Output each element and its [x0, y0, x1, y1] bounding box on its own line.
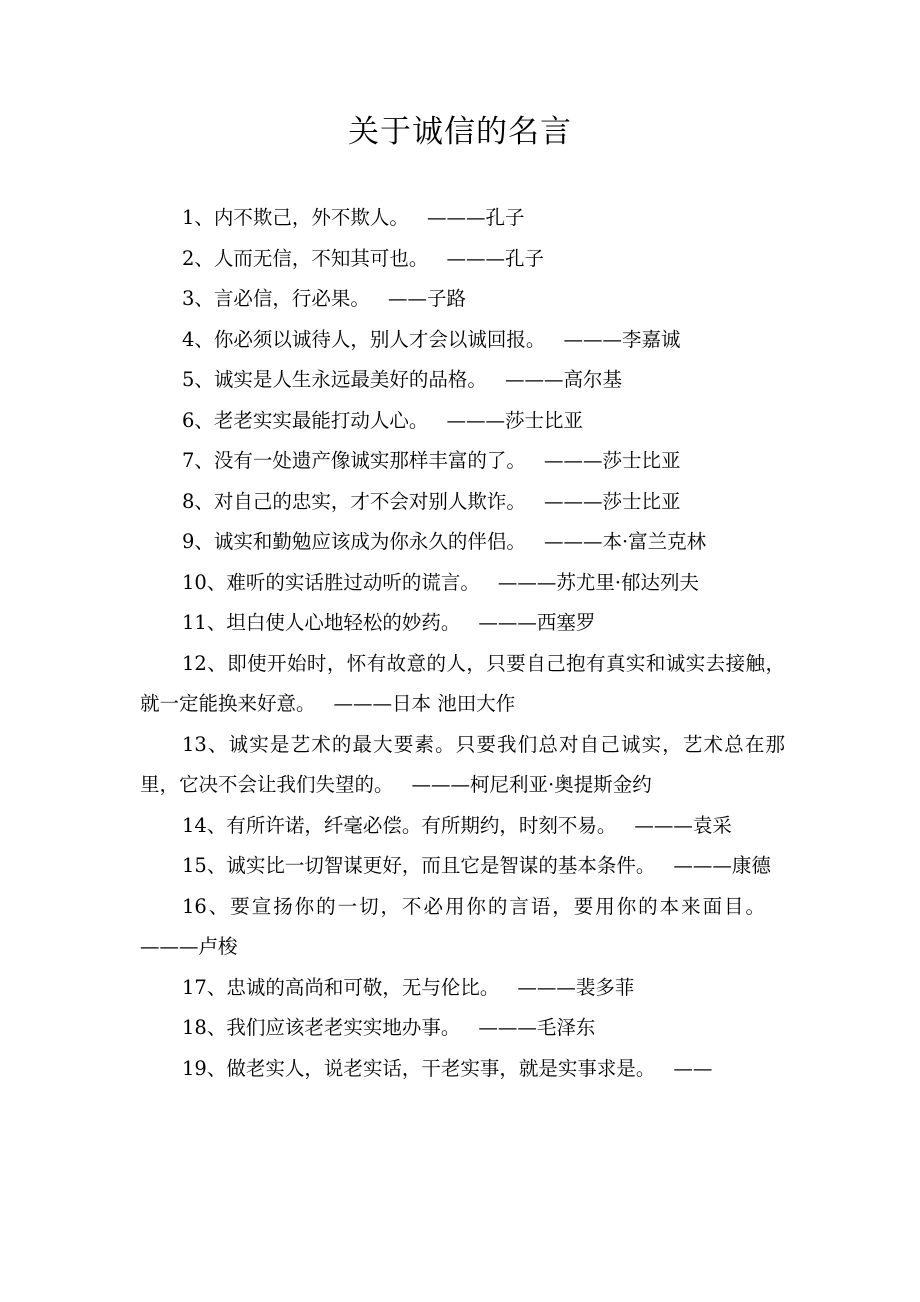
- quote-number: 12、: [182, 651, 228, 675]
- quote-number: 11、: [182, 611, 227, 634]
- quote-number: 15、: [182, 854, 227, 877]
- quote-author: ———孔子: [426, 206, 525, 229]
- quote-text: 言必信，行必果。: [213, 287, 370, 310]
- quote-item: [140, 725, 785, 806]
- quote-number: 3、: [182, 287, 214, 310]
- quote-text: 我们应该老老实实地办事。: [226, 1016, 461, 1039]
- quote-author: ———裴多菲: [517, 975, 635, 999]
- quote-author: ———苏尤里·郁达列夫: [497, 570, 700, 594]
- quote-number: 5、: [182, 368, 214, 391]
- quote-text: 坦白使人心地轻松的妙药。: [226, 611, 461, 634]
- quote-number: 14、: [182, 813, 227, 837]
- quote-author: ———袁采: [634, 813, 732, 837]
- quote-text: 诚实比一切智谋更好，而且它是智谋的基本条件。: [226, 854, 656, 877]
- quote-text: 做老实人，说老实话，干老实事，就是实事求是。: [226, 1056, 656, 1080]
- quote-number: 9、: [182, 530, 214, 553]
- quote-text: 诚实是人生永远最美好的品格。: [213, 368, 487, 391]
- quote-author: ———李嘉诚: [563, 327, 681, 351]
- quote-item: [140, 968, 785, 1009]
- quote-number: 4、: [182, 327, 214, 351]
- quote-item: [140, 441, 785, 482]
- document-title: 关于诚信的名言: [348, 114, 572, 150]
- quote-item: [140, 401, 785, 442]
- quote-item: [140, 887, 785, 968]
- quote-text: 要宣扬你的一切，不必用你的言语，要用你的本来面目。: [230, 894, 767, 918]
- quote-number: 18、: [182, 1016, 227, 1039]
- quote-item: [140, 1008, 785, 1049]
- quote-number: 7、: [182, 449, 214, 472]
- quote-number: 17、: [182, 975, 227, 999]
- quote-item: [140, 846, 785, 887]
- quote-text: 老老实实最能打动人心。: [213, 408, 429, 432]
- quote-text: 有所许诺，纤毫必偿。有所期约，时刻不易。: [226, 813, 617, 837]
- quote-text: 诚实和勤勉应该成为你永久的伴侣。: [213, 530, 526, 553]
- quote-text: 对自己的忠实，才不会对别人欺诈。: [213, 489, 526, 513]
- quote-text: 忠诚的高尚和可敬，无与伦比。: [226, 975, 500, 999]
- quote-item: [140, 279, 785, 320]
- quote-item: [140, 482, 785, 523]
- quote-author: ———西塞罗: [478, 611, 596, 634]
- quote-author: ———本·富兰克林: [543, 530, 707, 553]
- quote-number: 2、: [182, 246, 214, 270]
- quote-author: ———卢梭: [140, 935, 238, 958]
- quote-number: 13、: [182, 732, 229, 756]
- quote-number: 1、: [182, 206, 214, 229]
- quote-author: ———日本 池田大作: [333, 692, 516, 715]
- quote-item: [140, 360, 785, 401]
- quote-text: 即使开始时，怀有故意的人，只要自己抱有真实和诚实去接触，就一定能换来好意。: [140, 651, 785, 715]
- quote-author: ———高尔基: [504, 368, 622, 391]
- quote-author: ——子路: [387, 287, 466, 310]
- quote-text: 你必须以诚待人，别人才会以诚回报。: [213, 327, 546, 351]
- quote-number: 6、: [182, 408, 214, 432]
- quote-text: 内不欺己，外不欺人。: [213, 206, 409, 229]
- quote-number: 8、: [182, 489, 214, 513]
- quote-item: [140, 806, 785, 847]
- quote-text: 诚实是艺术的最大要素。只要我们总对自己诚实，艺术总在那里，它决不会让我们失望的。: [140, 732, 785, 796]
- quote-author: ———毛泽东: [478, 1016, 596, 1039]
- quote-author: ———孔子: [446, 246, 544, 270]
- quote-list: [140, 198, 785, 1089]
- quote-text: 难听的实话胜过动听的谎言。: [226, 570, 480, 594]
- quote-item: [140, 603, 785, 644]
- quote-author: ———莎士比亚: [446, 408, 583, 432]
- quote-item: [140, 1049, 785, 1090]
- quote-text: 人而无信，不知其可也。: [213, 246, 429, 270]
- quote-author: ———莎士比亚: [543, 489, 681, 513]
- quote-item: [140, 239, 785, 280]
- quote-number: 19、: [182, 1056, 227, 1080]
- quote-item: [140, 320, 785, 361]
- quote-author: ———莎士比亚: [543, 449, 681, 472]
- quote-item: [140, 522, 785, 563]
- quote-number: 16、: [182, 894, 231, 918]
- quote-item: [140, 563, 785, 604]
- quote-text: 没有一处遗产像诚实那样丰富的了。: [213, 449, 526, 472]
- quote-author: ———柯尼利亚·奥提斯金约: [411, 773, 652, 796]
- quote-item: [140, 644, 785, 725]
- quote-number: 10、: [182, 570, 227, 594]
- quote-author: ———康德: [673, 854, 771, 877]
- quote-author: ——: [673, 1056, 713, 1080]
- quote-item: [140, 198, 785, 239]
